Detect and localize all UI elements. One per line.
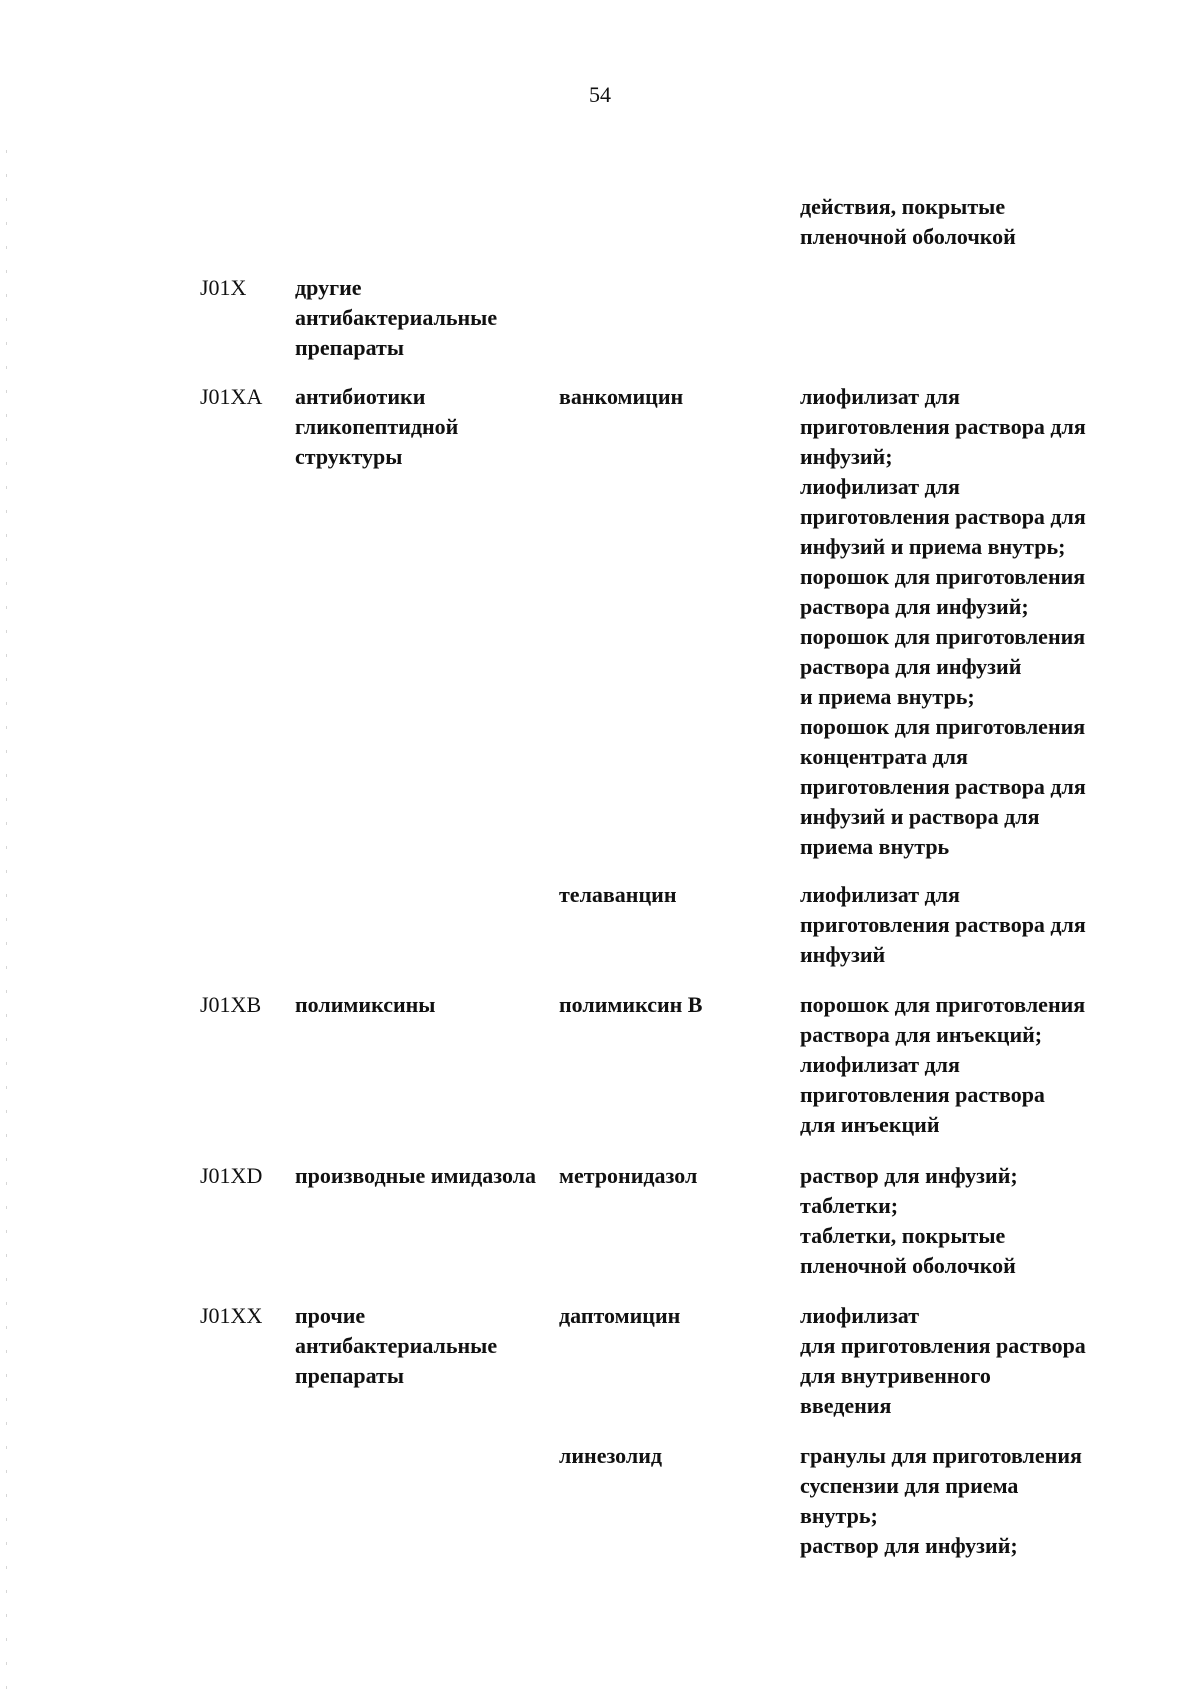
form-line: приготовления раствора для: [800, 774, 1086, 799]
form-line: внутрь;: [800, 1503, 878, 1528]
drug-name: полимиксин В: [559, 992, 703, 1017]
pharmacological-group: [295, 382, 458, 472]
page-number: 54: [589, 82, 611, 107]
form-line: инфузий;: [800, 444, 893, 469]
form-line: лиофилизат для: [800, 384, 960, 409]
drug-name: ванкомицин: [559, 384, 684, 409]
form-line: лиофилизат для: [800, 474, 960, 499]
group-line: другие: [295, 275, 362, 300]
form-line: порошок для приготовления: [800, 624, 1086, 649]
form-line: раствор для инфузий;: [800, 1163, 1018, 1188]
pharmacological-group: [295, 1301, 497, 1391]
group-line: структуры: [295, 444, 403, 469]
form-line: таблетки, покрытые: [800, 1223, 1006, 1248]
dosage-forms: [800, 990, 1085, 1140]
form-line: действия, покрытые: [800, 194, 1006, 219]
dosage-forms: [800, 1161, 1018, 1281]
group-line: препараты: [295, 1363, 405, 1388]
form-line: таблетки;: [800, 1193, 899, 1218]
scan-edge-artifact: [6, 150, 7, 1690]
form-line: приготовления раствора для: [800, 504, 1086, 529]
form-line: лиофилизат: [800, 1303, 920, 1328]
dosage-forms: [800, 382, 1086, 862]
atc-code: J01XA: [200, 384, 263, 409]
form-line: лиофилизат для: [800, 1052, 960, 1077]
drug-name: метронидазол: [559, 1163, 698, 1188]
form-line: раствора для инфузий;: [800, 594, 1029, 619]
form-line: раствора для инфузий: [800, 654, 1022, 679]
form-line: приготовления раствора для: [800, 414, 1086, 439]
group-line: прочие: [295, 1303, 366, 1328]
form-line: раствора для инъекций;: [800, 1022, 1043, 1047]
form-line: суспензии для приема: [800, 1473, 1019, 1498]
atc-code: J01XB: [200, 992, 262, 1017]
form-line: приема внутрь: [800, 834, 950, 859]
dosage-forms: [800, 1441, 1082, 1561]
dosage-forms: [800, 880, 1086, 970]
form-line: инфузий и раствора для: [800, 804, 1040, 829]
group-line: полимиксины: [295, 992, 436, 1017]
drug-name: линезолид: [559, 1443, 663, 1468]
pharmacological-group: [295, 1161, 536, 1191]
form-line: раствор для инфузий;: [800, 1533, 1018, 1558]
atc-code: J01XX: [200, 1303, 263, 1328]
drug-name: даптомицин: [559, 1303, 681, 1328]
group-line: препараты: [295, 335, 405, 360]
form-line: гранулы для приготовления: [800, 1443, 1082, 1468]
group-line: гликопептидной: [295, 414, 459, 439]
dosage-forms: [800, 1301, 1086, 1421]
group-line: антибактериальные: [295, 305, 498, 330]
form-line: инфузий и приема внутрь;: [800, 534, 1066, 559]
atc-code: J01X: [200, 275, 247, 300]
form-line: приготовления раствора: [800, 1082, 1045, 1107]
form-line: и приема внутрь;: [800, 684, 975, 709]
form-line: пленочной оболочкой: [800, 224, 1016, 249]
form-line: приготовления раствора для: [800, 912, 1086, 937]
form-line: порошок для приготовления: [800, 564, 1086, 589]
form-line: лиофилизат для: [800, 882, 960, 907]
dosage-forms: [800, 192, 1016, 252]
drug-name: телаванцин: [559, 882, 677, 907]
form-line: инфузий: [800, 942, 886, 967]
atc-code: J01XD: [200, 1163, 263, 1188]
form-line: для инъекций: [800, 1112, 940, 1137]
form-line: порошок для приготовления: [800, 992, 1086, 1017]
form-line: для приготовления раствора: [800, 1333, 1086, 1358]
form-line: пленочной оболочкой: [800, 1253, 1016, 1278]
form-line: концентрата для: [800, 744, 968, 769]
pharmacological-group: [295, 273, 497, 363]
form-line: для внутривенного: [800, 1363, 991, 1388]
form-line: введения: [800, 1393, 892, 1418]
group-line: антибактериальные: [295, 1333, 498, 1358]
pharmacological-group: [295, 990, 436, 1020]
group-line: производные имидазола: [295, 1163, 537, 1188]
group-line: антибиотики: [295, 384, 426, 409]
form-line: порошок для приготовления: [800, 714, 1086, 739]
